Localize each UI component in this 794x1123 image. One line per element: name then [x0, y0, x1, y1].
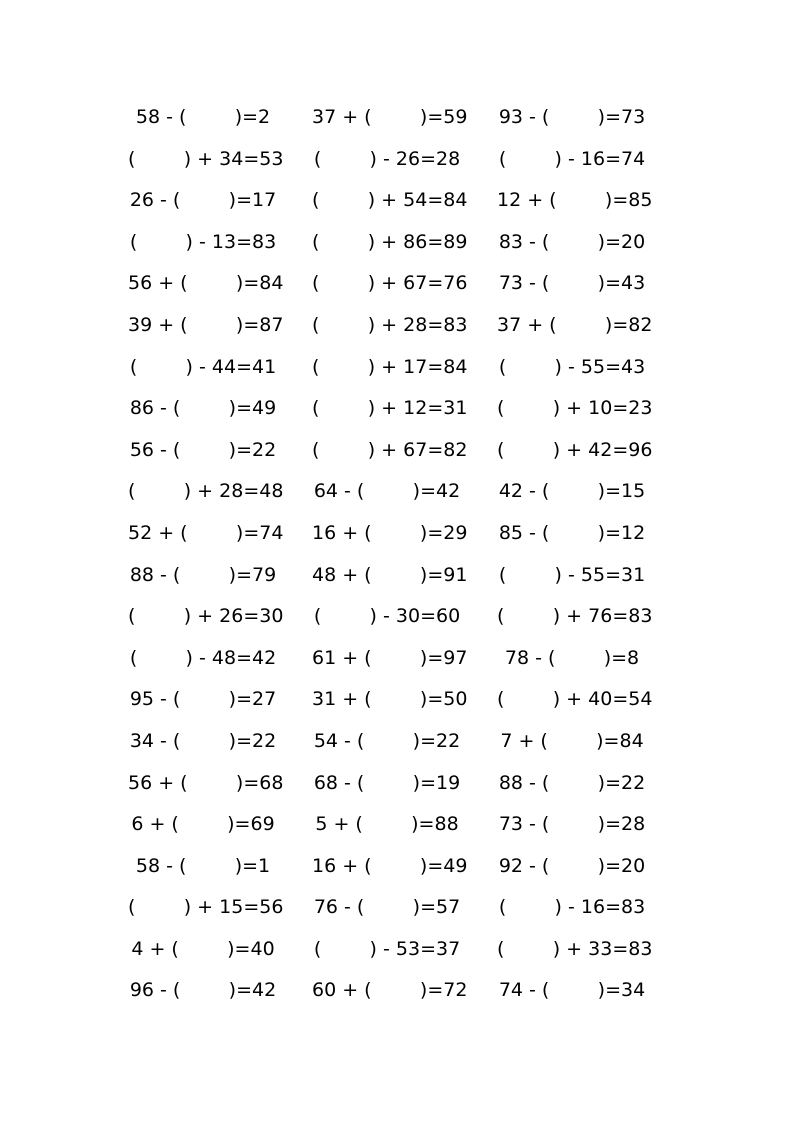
math-problem: 48 + ( )=91 [312, 563, 468, 586]
math-problem: ( ) + 10=23 [497, 397, 653, 420]
math-problem: 78 - ( )=8 [504, 646, 640, 669]
math-problem: 7 + ( )=84 [500, 729, 644, 752]
math-problem: ( ) - 48=42 [129, 646, 277, 669]
math-problem: 31 + ( )=50 [312, 688, 468, 711]
worksheet-row [0, 929, 794, 971]
math-problem: 61 + ( )=97 [312, 646, 468, 669]
math-problem: 5 + ( )=88 [315, 813, 459, 836]
math-problem: 88 - ( )=79 [129, 563, 277, 586]
math-problem: 96 - ( )=42 [129, 979, 277, 1002]
worksheet-row [0, 263, 794, 305]
worksheet-row [0, 804, 794, 846]
math-problem: ( ) - 53=37 [313, 937, 461, 960]
math-problem: 56 + ( )=68 [128, 771, 284, 794]
math-problem: 42 - ( )=15 [498, 480, 646, 503]
worksheet-row [0, 97, 794, 139]
worksheet-row [0, 305, 794, 347]
math-problem: ( ) + 28=83 [312, 313, 468, 336]
math-problem: ( ) + 76=83 [497, 605, 653, 628]
math-problem: 39 + ( )=87 [128, 313, 284, 336]
math-problem: 6 + ( )=69 [131, 813, 275, 836]
math-problem: 16 + ( )=49 [312, 854, 468, 877]
math-problem: 74 - ( )=34 [498, 979, 646, 1002]
math-problem: 95 - ( )=27 [129, 688, 277, 711]
worksheet-row [0, 388, 794, 430]
math-problem: 16 + ( )=29 [312, 521, 468, 544]
math-problem: ( ) - 30=60 [313, 605, 461, 628]
math-problem: ( ) + 34=53 [128, 147, 284, 170]
math-problem: 73 - ( )=43 [498, 272, 646, 295]
math-problem: 76 - ( )=57 [313, 896, 461, 919]
math-problem: 26 - ( )=17 [129, 189, 277, 212]
math-problem: ( ) + 42=96 [497, 438, 653, 461]
worksheet-row [0, 638, 794, 680]
math-problem: 34 - ( )=22 [129, 729, 277, 752]
math-problem: 58 - ( )=1 [135, 854, 271, 877]
math-problem: ( ) - 16=74 [498, 147, 646, 170]
math-problem: 88 - ( )=22 [498, 771, 646, 794]
math-problem: 83 - ( )=20 [498, 230, 646, 253]
math-problem: ( ) + 28=48 [128, 480, 284, 503]
math-problem: 12 + ( )=85 [497, 189, 653, 212]
math-problem: ( ) + 15=56 [128, 896, 284, 919]
math-problem: 92 - ( )=20 [498, 854, 646, 877]
worksheet-row [0, 180, 794, 222]
math-problem: ( ) + 26=30 [128, 605, 284, 628]
math-problem: 56 + ( )=84 [128, 272, 284, 295]
math-problem: 60 + ( )=72 [312, 979, 468, 1002]
worksheet-row [0, 430, 794, 472]
worksheet-row [0, 970, 794, 1012]
math-problem: ( ) - 55=43 [498, 355, 646, 378]
math-problem: 37 + ( )=59 [312, 106, 468, 128]
worksheet-row [0, 222, 794, 264]
worksheet-row [0, 846, 794, 888]
math-problem: ( ) + 67=82 [312, 438, 468, 461]
worksheet-row [0, 887, 794, 929]
worksheet-row [0, 471, 794, 513]
math-problem: 85 - ( )=12 [498, 521, 646, 544]
worksheet-row [0, 721, 794, 763]
math-problem: ( ) - 44=41 [129, 355, 277, 378]
math-problem: ( ) - 13=83 [129, 230, 277, 253]
math-problem: 37 + ( )=82 [497, 313, 653, 336]
worksheet-row [0, 347, 794, 389]
worksheet-row [0, 513, 794, 555]
math-problem: ( ) - 16=83 [498, 896, 646, 919]
math-problem: 73 - ( )=28 [498, 813, 646, 836]
math-problem: 56 - ( )=22 [129, 438, 277, 461]
math-problem: 64 - ( )=42 [313, 480, 461, 503]
math-problem: ( ) - 55=31 [498, 563, 646, 586]
math-problem: ( ) + 40=54 [497, 688, 653, 711]
arithmetic-worksheet [0, 97, 794, 1012]
worksheet-row [0, 139, 794, 181]
math-problem: 52 + ( )=74 [128, 521, 284, 544]
math-problem: 58 - ( )=2 [135, 106, 271, 128]
math-problem: ( ) + 54=84 [312, 189, 468, 212]
worksheet-row [0, 555, 794, 597]
math-problem: ( ) + 33=83 [497, 937, 653, 960]
math-problem: 4 + ( )=40 [131, 937, 275, 960]
math-problem: 54 - ( )=22 [313, 729, 461, 752]
math-problem: 68 - ( )=19 [313, 771, 461, 794]
math-problem: 86 - ( )=49 [129, 397, 277, 420]
worksheet-row [0, 679, 794, 721]
worksheet-row [0, 763, 794, 805]
math-problem: 93 - ( )=73 [498, 106, 646, 128]
math-problem: ( ) - 26=28 [313, 147, 461, 170]
math-problem: ( ) + 67=76 [312, 272, 468, 295]
worksheet-row [0, 596, 794, 638]
math-problem: ( ) + 17=84 [312, 355, 468, 378]
math-problem: ( ) + 12=31 [312, 397, 468, 420]
math-problem: ( ) + 86=89 [312, 230, 468, 253]
